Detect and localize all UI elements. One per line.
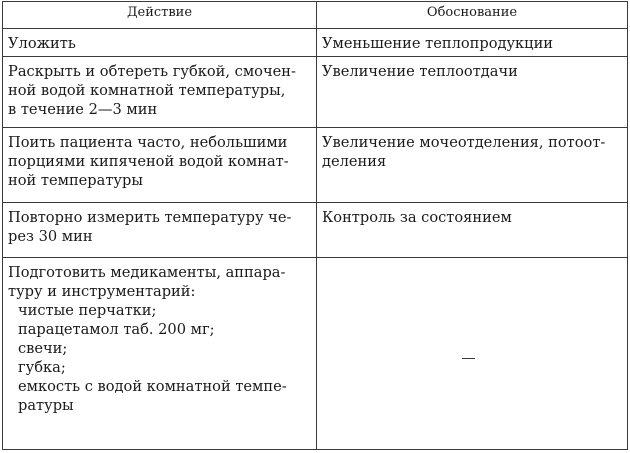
table-row — [3, 57, 628, 128]
list-item: емкость с водой комнатной темпе- — [18, 378, 287, 395]
action-cell — [3, 29, 317, 57]
cell-line: Уменьшение теплопродукции — [322, 35, 554, 52]
cell-line: Увеличение мочеотделения, потоот- — [322, 134, 606, 151]
cell-line: рез 30 мин — [8, 228, 93, 245]
action-cell — [3, 128, 317, 203]
action-cell — [3, 57, 317, 128]
table-row — [3, 203, 628, 258]
action-cell — [3, 203, 317, 258]
action-rationale-table — [2, 1, 628, 450]
cell-line: туру и инструментарий: — [8, 283, 196, 300]
list-item: ратуры — [18, 397, 74, 414]
rationale-cell — [317, 29, 628, 57]
table-row — [3, 29, 628, 57]
action-cell — [3, 258, 317, 450]
cell-line: порциями кипяченой водой комнат- — [8, 153, 289, 170]
rationale-cell — [317, 258, 628, 450]
table-row — [3, 258, 628, 450]
dash-mark — [462, 358, 475, 359]
rationale-cell — [317, 128, 628, 203]
cell-line: ной температуры — [8, 172, 143, 189]
cell-line: в течение 2—3 мин — [8, 101, 158, 118]
header-rationale: Обоснование — [317, 2, 628, 29]
cell-line: Подготовить медикаменты, аппара- — [8, 264, 286, 281]
list-item: чистые перчатки; — [18, 302, 157, 319]
cell-line: Повторно измерить температуру че- — [8, 209, 292, 226]
table-row — [3, 128, 628, 203]
list-item: парацетамол таб. 200 мг; — [18, 321, 215, 338]
cell-line: Раскрыть и обтереть губкой, смочен- — [8, 63, 296, 80]
cell-line: деления — [322, 153, 387, 170]
cell-line: Контроль за состоянием — [322, 209, 512, 226]
cell-line: Уложить — [8, 35, 76, 52]
cell-line: ной водой комнатной температуры, — [8, 82, 286, 99]
cell-line: Поить пациента часто, небольшими — [8, 134, 288, 151]
list-item: губка; — [18, 359, 66, 376]
list-item: свечи; — [18, 340, 68, 357]
header-action: Действие — [3, 2, 317, 29]
rationale-cell — [317, 203, 628, 258]
cell-line: Увеличение теплоотдачи — [322, 63, 518, 80]
table-header-row — [3, 2, 628, 29]
rationale-cell — [317, 57, 628, 128]
